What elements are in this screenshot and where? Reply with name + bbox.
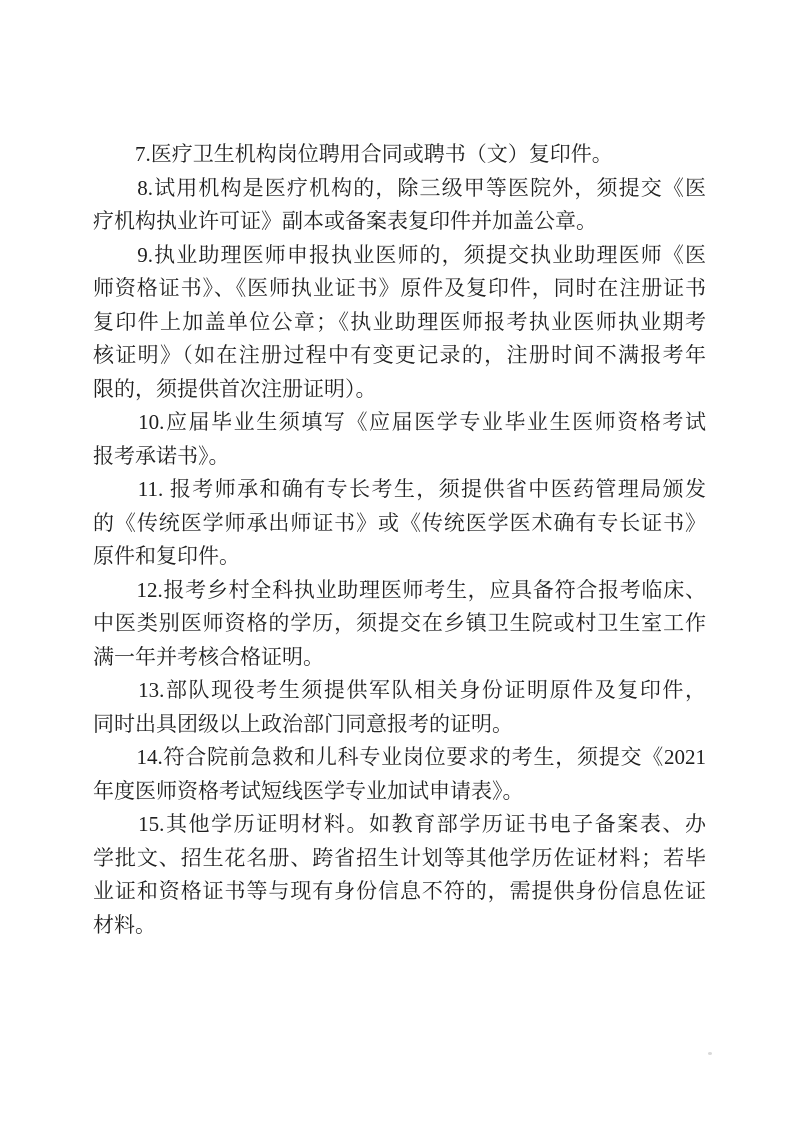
list-item-13 bbox=[93, 674, 706, 741]
text-line: 7.医疗卫生机构岗位聘用合同或聘书（文）复印件。 bbox=[93, 142, 613, 166]
text-line: 11. 报考师承和确有专长考生，须提供省中医药管理局颁发 bbox=[93, 477, 706, 501]
text-line: 核证明》（如在注册过程中有变更记录的，注册时间不满报考年 bbox=[93, 343, 706, 367]
list-item-10 bbox=[93, 406, 706, 473]
text-line: 8.试用机构是医疗机构的，除三级甲等医院外，须提交《医 bbox=[93, 175, 706, 200]
document-text-block bbox=[93, 138, 706, 942]
text-line: 15.其他学历证明材料。如教育部学历证书电子备案表、办 bbox=[93, 812, 706, 836]
text-line: 疗机构执业许可证》副本或备案表复印件并加盖公章。 bbox=[93, 209, 597, 233]
text-line: 12.报考乡村全科执业助理医师考生，应具备符合报考临床、 bbox=[93, 577, 706, 602]
text-line: 中医类别医师资格的学历，须提交在乡镇卫生院或村卫生室工作 bbox=[93, 611, 706, 635]
text-line: 报考承诺书》。 bbox=[93, 443, 230, 468]
text-line: 限的，须提供首次注册证明）。 bbox=[93, 376, 377, 401]
list-item-15 bbox=[93, 808, 706, 942]
scan-speck bbox=[708, 1052, 712, 1055]
list-item-11 bbox=[93, 473, 706, 574]
text-line: 学批文、招生花名册、跨省招生计划等其他学历佐证材料；若毕 bbox=[93, 845, 706, 870]
text-line: 复印件上加盖单位公章；《执业助理医师报考执业医师执业期考 bbox=[93, 309, 706, 334]
list-item-8 bbox=[93, 172, 706, 239]
list-item-12 bbox=[93, 574, 706, 675]
text-line: 材料。 bbox=[93, 912, 156, 937]
text-line: 满一年并考核合格证明。 bbox=[93, 644, 324, 669]
text-line: 9.执业助理医师申报执业医师的，须提交执业助理医师《医 bbox=[93, 242, 706, 267]
text-line: 师资格证书》、《医师执业证书》原件及复印件，同时在注册证书 bbox=[93, 276, 706, 300]
text-line: 13.部队现役考生须提供军队相关身份证明原件及复印件， bbox=[93, 678, 706, 702]
text-line: 同时出具团级以上政治部门同意报考的证明。 bbox=[93, 711, 513, 736]
text-line: 的《传统医学师承出师证书》或《传统医学医术确有专长证书》 bbox=[93, 510, 706, 535]
text-line: 14.符合院前急救和儿科专业岗位要求的考生，须提交《2021 bbox=[93, 745, 706, 769]
text-line: 10.应届毕业生须填写《应届医学专业毕业生医师资格考试 bbox=[93, 410, 706, 434]
list-item-7 bbox=[93, 138, 706, 172]
list-item-9 bbox=[93, 239, 706, 407]
text-line: 业证和资格证书等与现有身份信息不符的，需提供身份信息佐证 bbox=[93, 879, 706, 903]
list-item-14 bbox=[93, 741, 706, 808]
text-line: 原件和复印件。 bbox=[93, 544, 240, 568]
text-line: 年度医师资格考试短线医学专业加试申请表》。 bbox=[93, 778, 524, 803]
